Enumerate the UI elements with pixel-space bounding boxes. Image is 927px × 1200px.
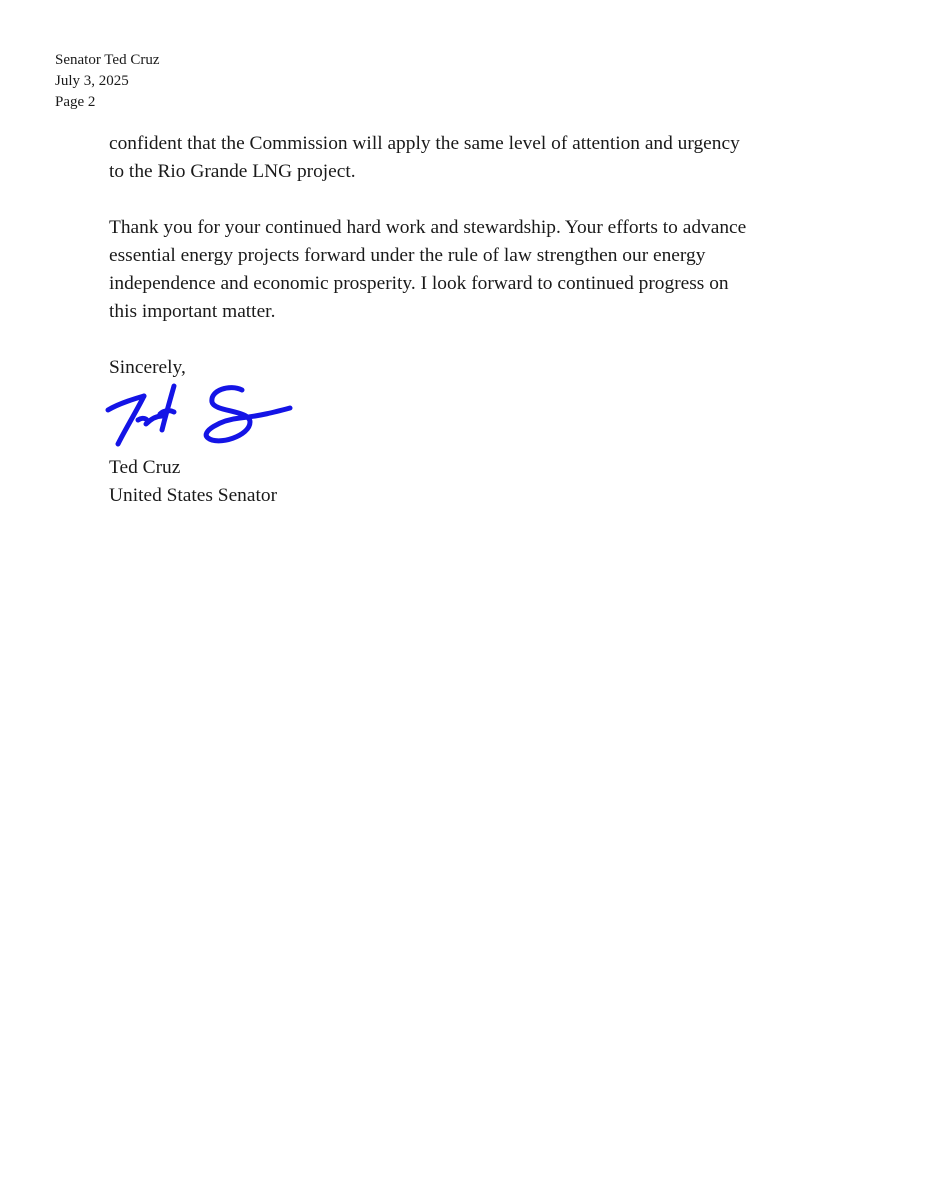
- signature-stroke: [162, 386, 174, 430]
- closing-salutation: Sincerely,: [109, 357, 186, 378]
- header-date: July 3, 2025: [55, 73, 129, 89]
- header-sender: Senator Ted Cruz: [55, 52, 160, 68]
- signature-stroke: [206, 388, 290, 441]
- signer-name: Ted Cruz: [109, 457, 181, 478]
- paragraph-continued: [109, 130, 849, 186]
- header-page-number: Page 2: [55, 94, 96, 110]
- handwritten-signature: [100, 380, 300, 455]
- text-line: Thank you for your continued hard work and stewardship. Your efforts to advance: [109, 217, 747, 238]
- letter-body: [109, 130, 849, 382]
- signature-stroke: [138, 416, 162, 424]
- text-line: to the Rio Grande LNG project.: [109, 161, 356, 182]
- page-header: [55, 50, 159, 113]
- signer-title: United States Senator: [109, 485, 278, 506]
- signature-block: [109, 454, 277, 510]
- text-line: this important matter.: [109, 301, 276, 322]
- text-line: independence and economic prosperity. I look forward to continued progress on: [109, 273, 729, 294]
- text-line: confident that the Commission will apply the same level of attention and urgency: [109, 133, 740, 154]
- paragraph-thanks: [109, 214, 849, 326]
- text-line: essential energy projects forward under the rule of law strengthen our energy: [109, 245, 706, 266]
